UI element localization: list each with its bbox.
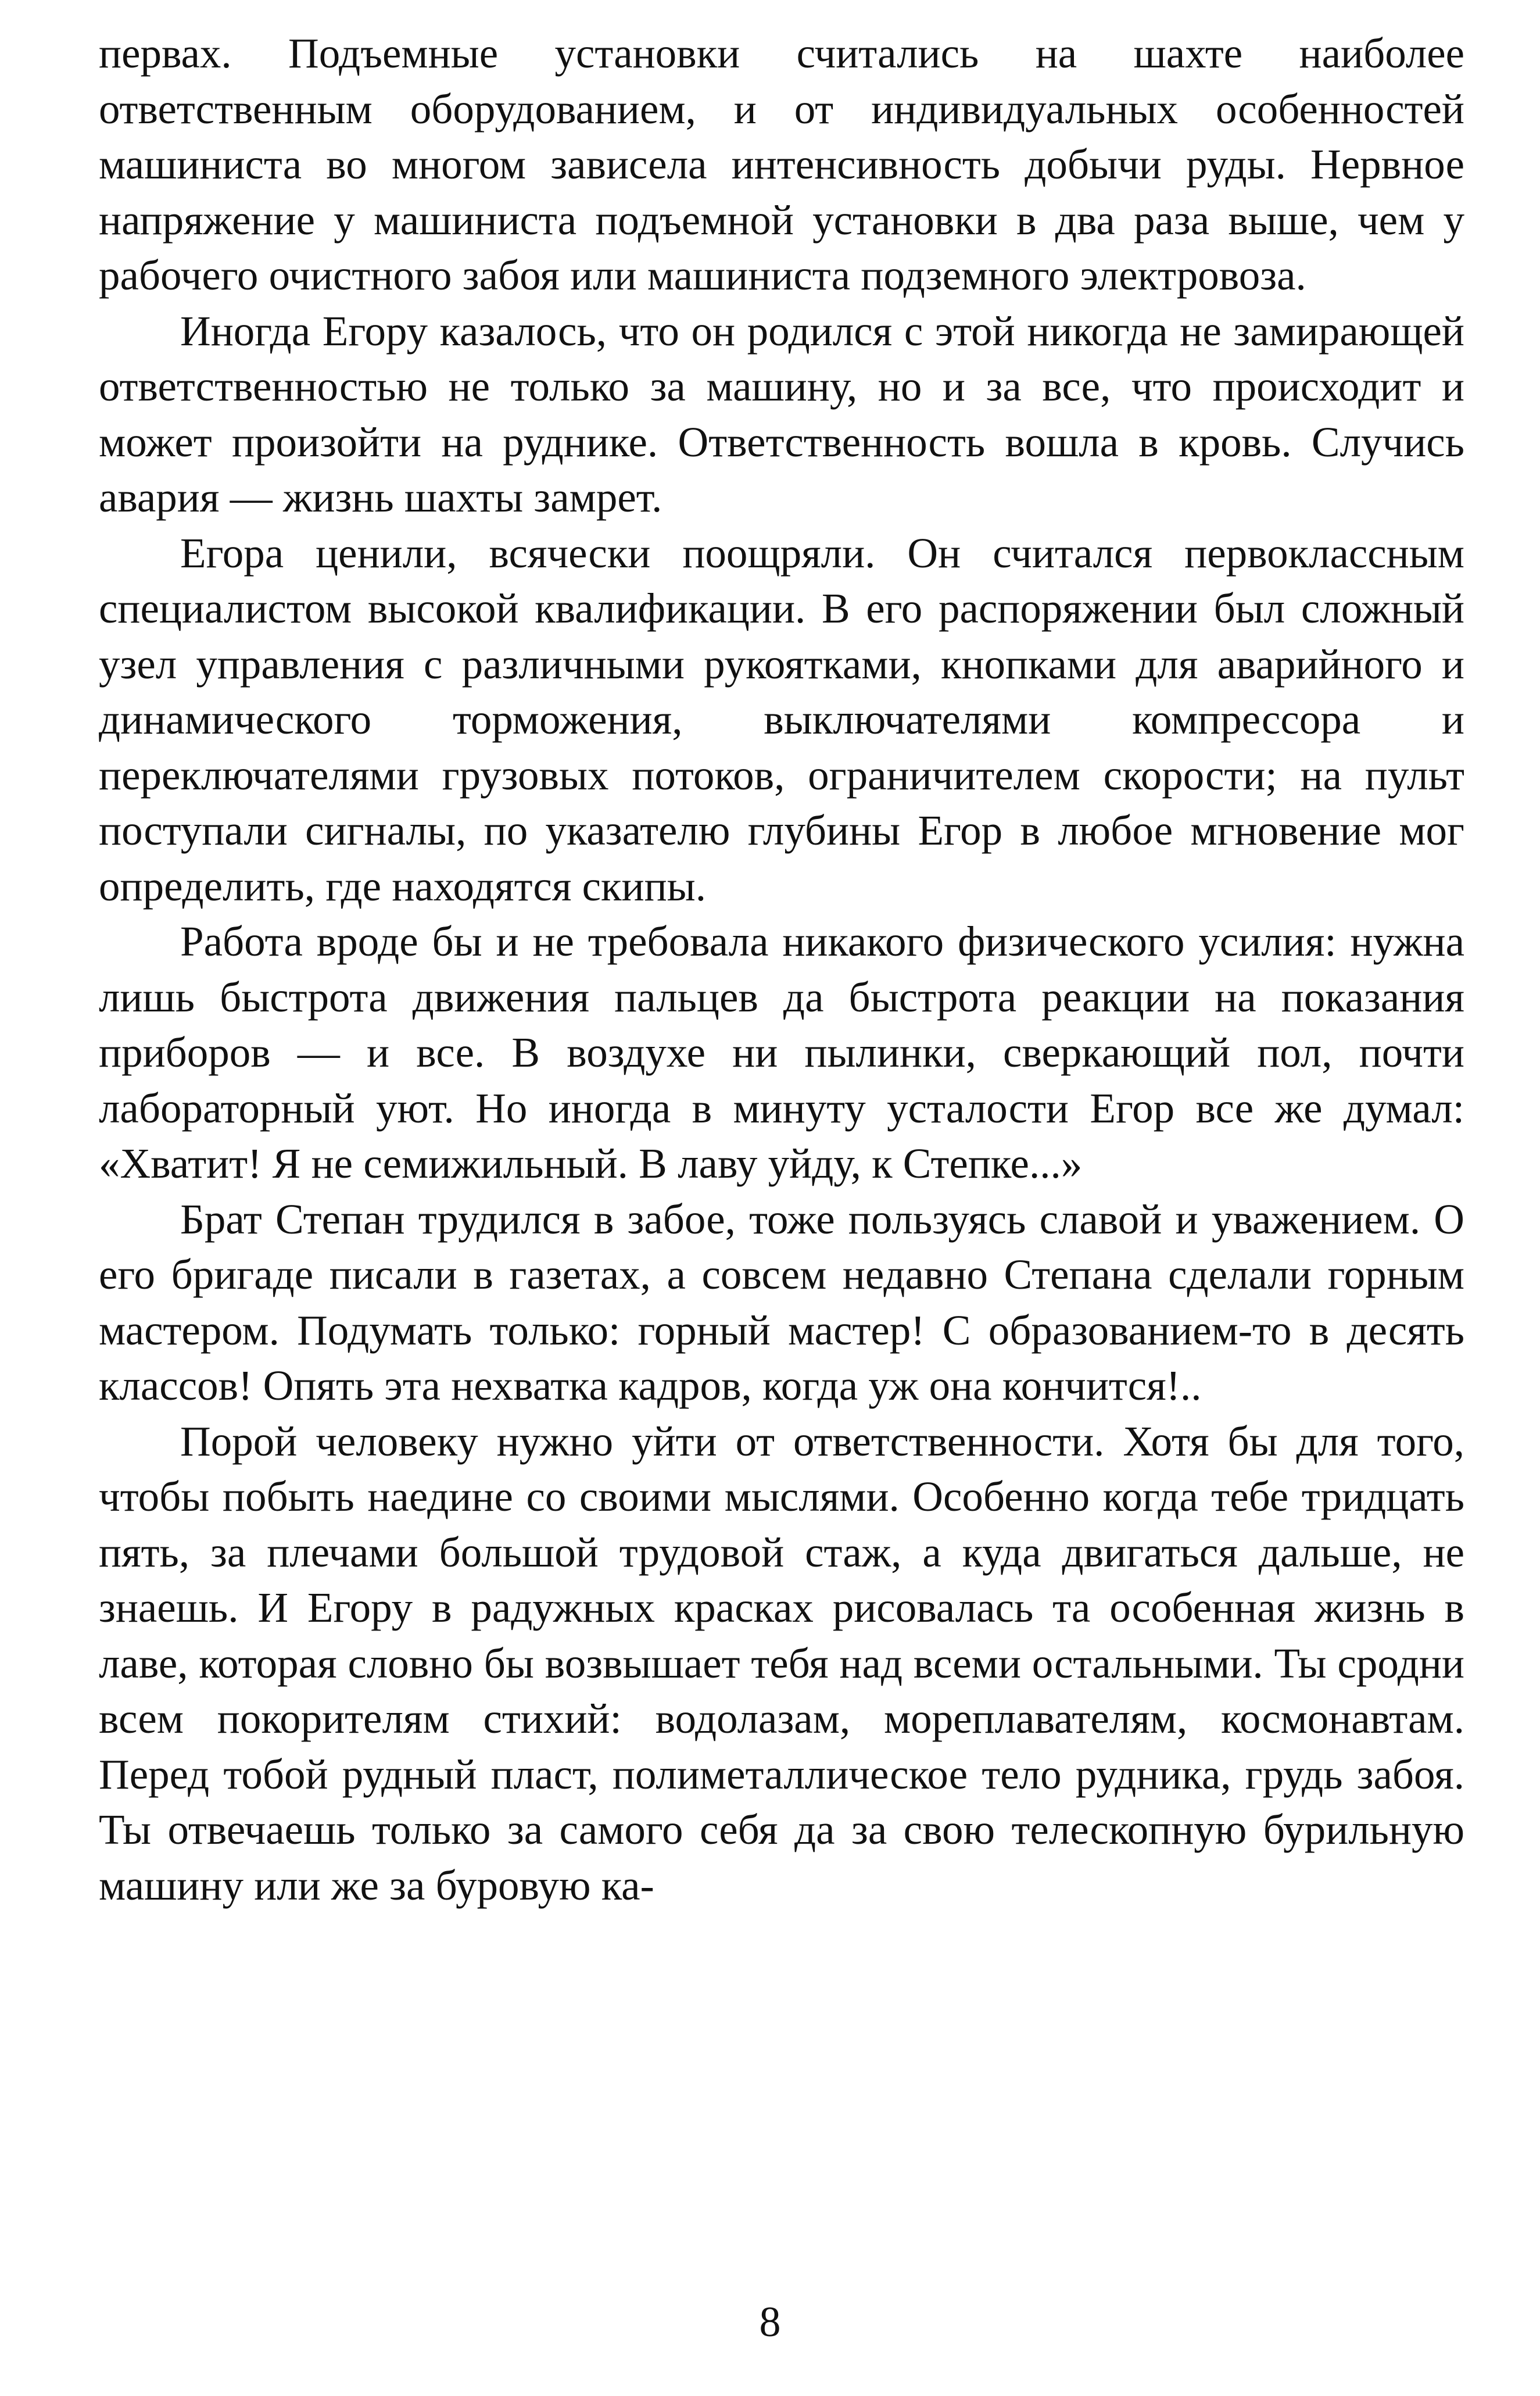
paragraph-5: Брат Степан трудился в забое, тоже пользуясь славой и уважением. О его бригаде писали в газетах, а совсем недавно Степана сделали горным мастером. Подумать только: горный мастер! С образованием-то в десять классов! Опять эта нехватка кадров, когда уж она кончится!..	[99, 1195, 1464, 1409]
body-text	[99, 26, 1464, 1913]
paragraph-3: Егора ценили, всячески поощряли. Он считался первоклассным специалистом высокой квалификации. В его распоряжении был сложный узел управления с различными рукоятками, кнопками для аварийного и динамического торможения, выключателями компрессора и переключателями грузовых потоков, ограничителем скорости; на пульт поступали сигналы, по указателю глубины Егор в любое мгновение мог определить, где находятся скипы.	[99, 529, 1464, 910]
paragraph-2: Иногда Егору казалось, что он родился с этой никогда не замирающей ответственностью не только за машину, но и за все, что происходит и может произойти на руднике. Ответственность вошла в кровь. Случись авария — жизнь шахты замрет.	[99, 307, 1464, 521]
paragraph-1: первах. Подъемные установки считались на шахте наиболее ответственным оборудованием, и от индивидуальных особенностей машиниста во многом зависела интенсивность добычи руды. Нервное напряжение у машиниста подъемной установки в два раза выше, чем у рабочего очистного забоя или машиниста подземного электровоза.	[99, 30, 1464, 299]
paragraph-6: Порой человеку нужно уйти от ответственности. Хотя бы для того, чтобы побыть наедине со своими мыслями. Особенно когда тебе тридцать пять, за плечами большой трудовой стаж, а куда двигаться дальше, не знаешь. И Егору в радужных красках рисовалась та особенная жизнь в лаве, которая словно бы возвышает тебя над всеми остальными. Ты сродни всем покорителям стихий: водолазам, мореплавателям, космонавтам. Перед тобой рудный пласт, полиметаллическое тело рудника, грудь забоя. Ты отвечаешь только за самого себя да за свою телескопную бурильную машину или же за буровую ка-	[99, 1417, 1464, 1909]
paragraph-4: Работа вроде бы и не требовала никакого физического усилия: нужна лишь быстрота движения пальцев да быстрота реакции на показания приборов — и все. В воздухе ни пылинки, сверкающий пол, почти лабораторный уют. Но иногда в минуту усталости Егор все же думал: «Хватит! Я не семижильный. В лаву уйду, к Степке...»	[99, 918, 1464, 1187]
page-number: 8	[759, 2298, 781, 2346]
